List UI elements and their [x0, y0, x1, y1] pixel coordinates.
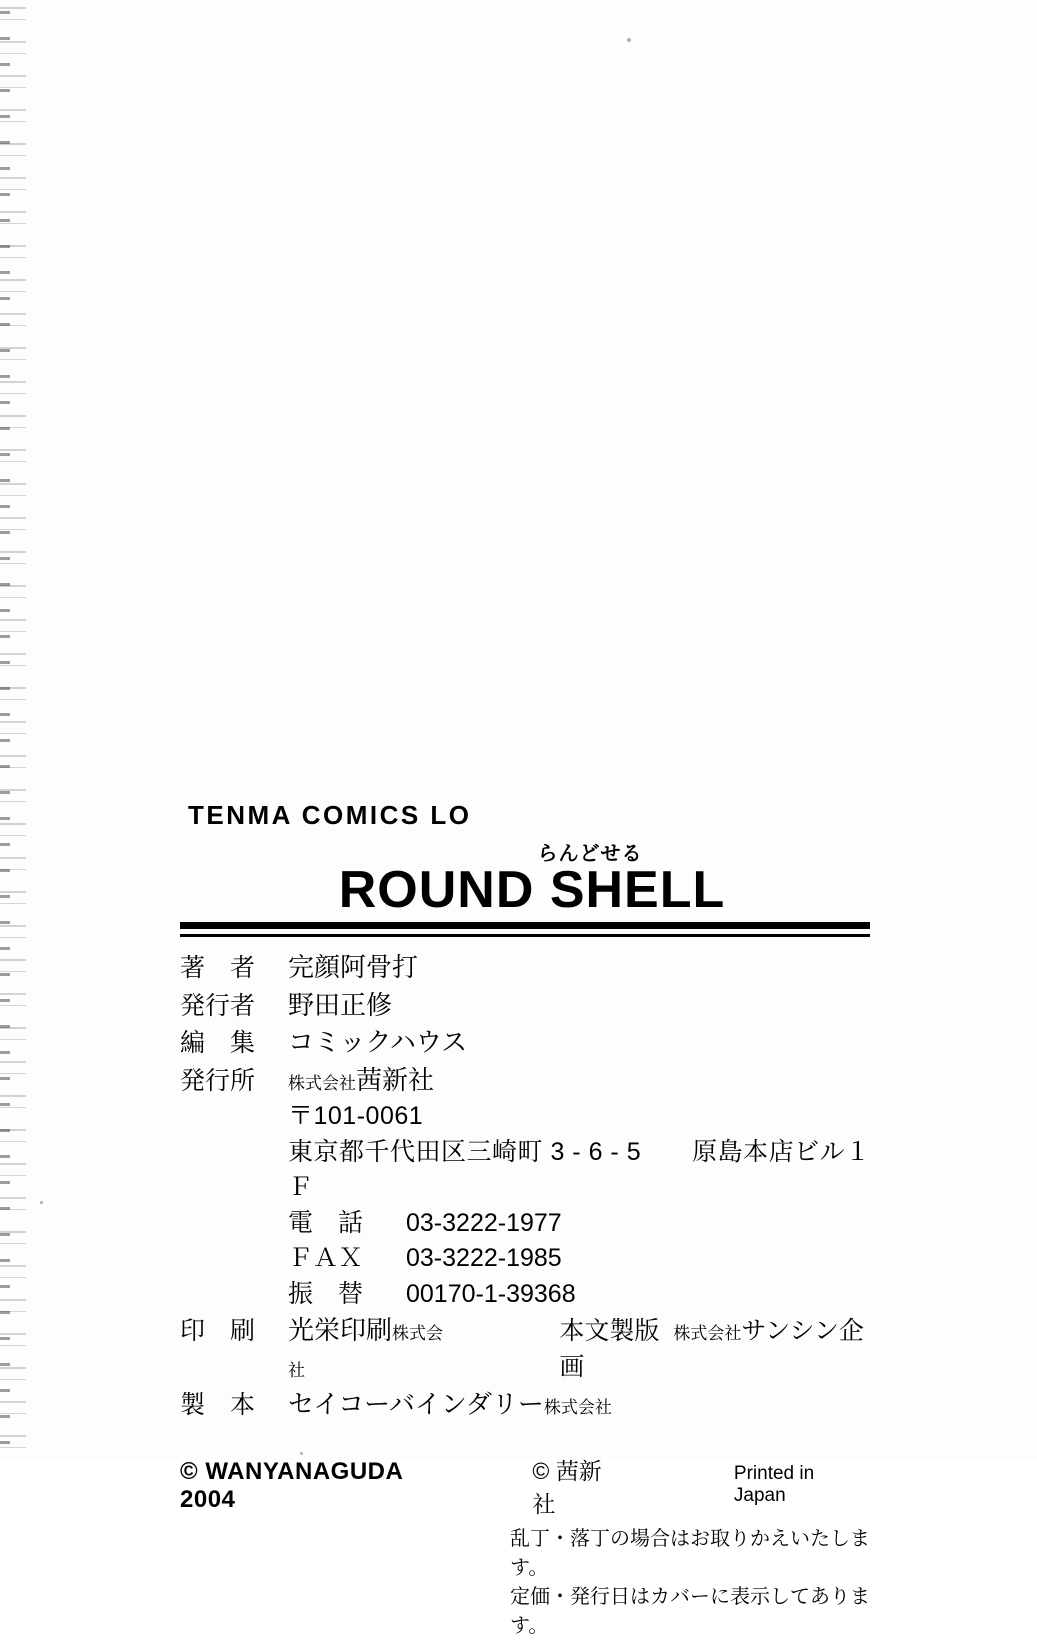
- credits-list: [180, 949, 880, 1423]
- dust-speck: [627, 38, 631, 42]
- scan-edge-noise-inner: [0, 0, 10, 1460]
- footer-note-price: 定価・発行日はカバーに表示してあります。: [510, 1586, 870, 1638]
- series-label: TENMA COMICS LO: [188, 800, 472, 830]
- typesetting-label: 本文製版: [559, 1317, 660, 1346]
- credit-row-binding: [180, 1386, 880, 1424]
- fax-row: [180, 1241, 880, 1277]
- credit-row-author: [180, 949, 880, 987]
- credit-label-publisher-house: 発行所: [180, 1066, 256, 1095]
- credit-row-publisher-house: [180, 1062, 880, 1100]
- phone-value: 03-3222-1977: [406, 1208, 562, 1237]
- page-title: ROUND SHELL: [338, 861, 726, 919]
- credit-value-binding: [288, 1386, 612, 1423]
- credit-value-publisher-person: 野田正修: [288, 989, 393, 1020]
- fax-label: ＦＡＸ: [288, 1244, 364, 1273]
- publisher-copyright: © 茜新社: [532, 1458, 602, 1518]
- typesetting-group: [559, 1314, 880, 1385]
- credit-row-editor: [180, 1024, 880, 1062]
- credit-row-printing: [180, 1312, 880, 1386]
- credit-label-editor: 編 集: [180, 1029, 256, 1058]
- corp-prefix: 株式会社: [288, 1073, 356, 1093]
- footer-notes: [180, 1525, 870, 1641]
- colophon-block: [180, 800, 880, 1641]
- footer-note-defect: 乱丁・落丁の場合はお取りかえいたします。: [510, 1528, 870, 1580]
- copyright-notice: © WANYANAGUDA 2004: [180, 1458, 403, 1514]
- phone-label: 電 話: [288, 1208, 364, 1237]
- publisher-name: 茜新社: [356, 1064, 435, 1095]
- transfer-value: 00170-1-39368: [406, 1279, 576, 1308]
- transfer-label: 振 替: [288, 1279, 364, 1308]
- credit-value-printing: [288, 1312, 455, 1386]
- printed-in-japan: Printed in Japan: [733, 1463, 815, 1507]
- credit-label-author: 著 者: [180, 954, 256, 983]
- title-ruby: らんどせる: [537, 843, 643, 865]
- dust-speck: [40, 1201, 43, 1204]
- credit-label-printing: 印 刷: [180, 1317, 256, 1346]
- divider-thin: [180, 934, 870, 937]
- street-address: 東京都千代田区三崎町 3 - 6 - 5 原島本店ビル１Ｆ: [288, 1137, 871, 1202]
- typesetting-name: サンシン企画: [559, 1317, 864, 1381]
- printing-name: 光栄印刷: [288, 1315, 393, 1346]
- phone-row: [180, 1206, 880, 1242]
- footer-block: [180, 1453, 870, 1641]
- title-block: [180, 837, 870, 918]
- credit-label-publisher-person: 発行者: [180, 991, 256, 1020]
- credit-value-publisher-house: [288, 1062, 434, 1099]
- postal-code: 〒101-0061: [288, 1102, 424, 1131]
- typesetting-corp: 株式会社: [673, 1324, 742, 1344]
- fax-value: 03-3222-1985: [406, 1244, 562, 1273]
- credit-row-publisher-person: [180, 987, 880, 1025]
- transfer-row: [180, 1277, 880, 1313]
- credit-value-editor: コミックハウス: [288, 1027, 468, 1058]
- binding-name: セイコーバインダリー: [288, 1388, 544, 1419]
- footer-top-row: [180, 1453, 870, 1519]
- credit-value-author: 完顔阿骨打: [288, 952, 419, 983]
- binding-corp: 株式会社: [543, 1397, 612, 1417]
- credit-label-binding: 製 本: [180, 1390, 256, 1419]
- divider-thick: [180, 922, 870, 929]
- printing-corp: 株式会社: [288, 1324, 444, 1381]
